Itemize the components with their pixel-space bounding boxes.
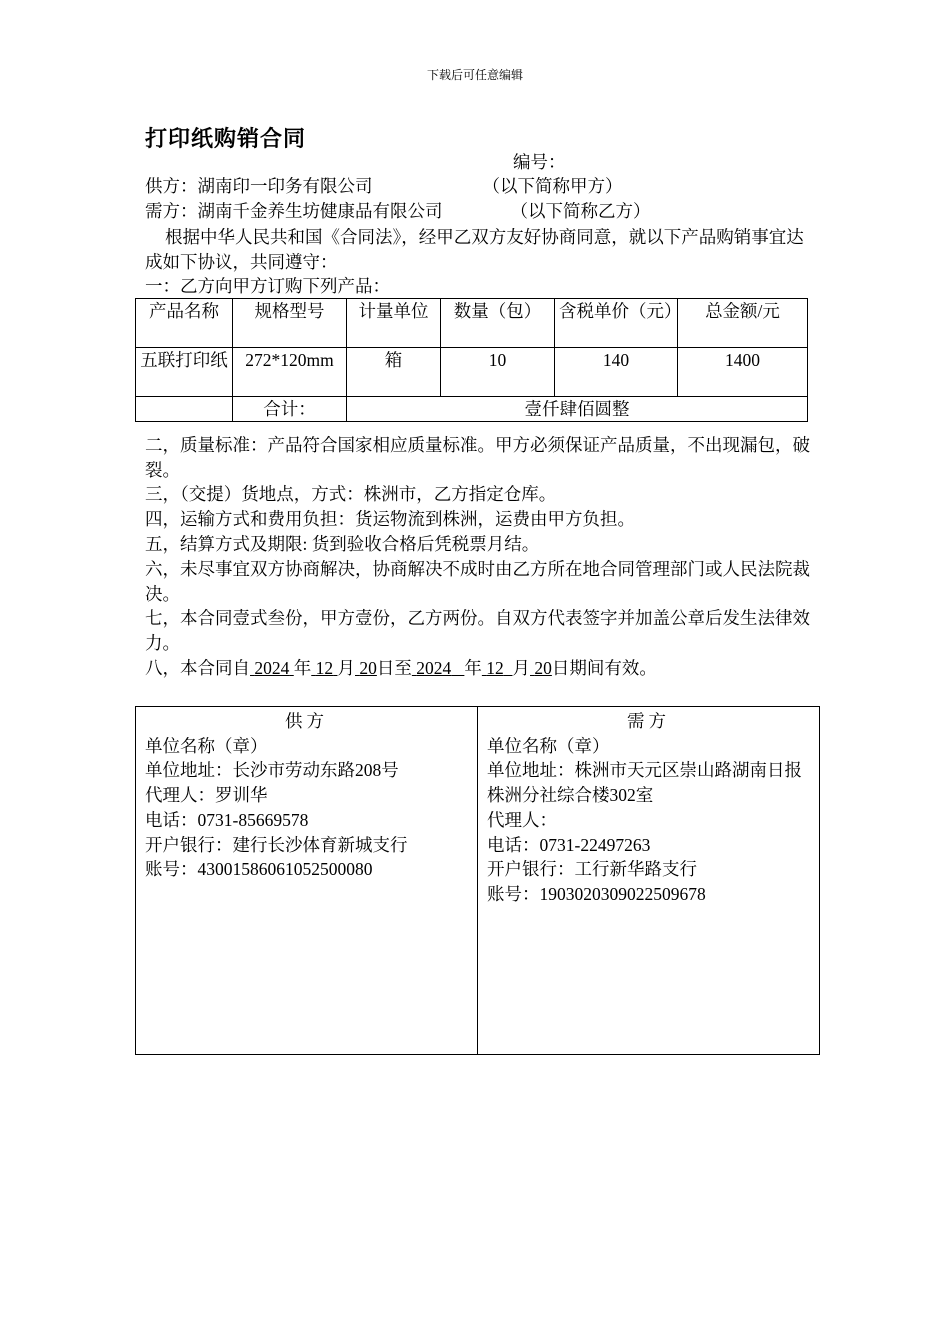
clause-8: 八，本合同自 2024 年 12 月 20日至 2024 年 12 月 20日期间有效。	[145, 658, 657, 678]
intro-paragraph: 根据中华人民共和国《合同法》，经甲乙双方友好协商同意，就以下产品购销事宜达成如下协议，共同遵守：	[145, 227, 804, 272]
clause-6: 六，未尽事宜双方协商解决，协商解决不成时由乙方所在地合同管理部门或人民法院裁决。	[145, 559, 810, 604]
start-year: 2024	[254, 658, 290, 678]
header-cell: 含税单价（元）	[555, 299, 678, 348]
table-cell: 272*120mm	[233, 348, 347, 397]
start-day: 20	[359, 658, 377, 678]
product-table	[135, 298, 808, 422]
buyer-panel	[478, 707, 820, 1055]
header-cell: 产品名称	[136, 299, 233, 348]
header-note: 下载后可任意编辑	[426, 68, 523, 82]
supplier-heading: 供方	[285, 711, 328, 731]
buyer-name: 需方：湖南千金养生坊健康品有限公司	[145, 201, 443, 221]
supplier-address: 单位地址：长沙市劳动东路208号	[145, 760, 399, 781]
table-total-row	[136, 397, 808, 422]
supplier-panel	[136, 707, 478, 1055]
table-header-row	[136, 299, 808, 348]
buyer-heading: 需方	[627, 711, 670, 731]
table-cell: 五联打印纸	[136, 348, 233, 397]
buyer-alias: （以下简称乙方）	[510, 201, 651, 221]
buyer-agent: 代理人：	[487, 809, 557, 830]
header-cell: 计量单位	[347, 299, 441, 348]
clause-1: 一：乙方向甲方订购下列产品：	[145, 276, 390, 296]
header-cell: 规格型号	[233, 299, 347, 348]
buyer-phone: 电话：0731-22497263	[487, 834, 651, 855]
parties-table	[135, 706, 820, 1055]
contract-number-label: 编号：	[513, 152, 566, 172]
supplier-name: 供方：湖南印一印务有限公司	[145, 176, 373, 196]
table-cell-empty	[136, 397, 233, 422]
header-cell: 数量（包）	[441, 299, 555, 348]
clause-8-prefix: 八，本合同自	[145, 658, 250, 678]
end-year: 2024	[416, 658, 452, 678]
supplier-bank: 开户银行：建行长沙体育新城支行	[145, 834, 408, 855]
clause-2: 二，质量标准：产品符合国家相应质量标准。甲方必须保证产品质量，不出现漏包，破裂。	[145, 435, 810, 480]
table-cell: 1400	[678, 348, 808, 397]
supplier-line	[145, 174, 623, 198]
table-cell: 140	[555, 348, 678, 397]
buyer-bank: 开户银行：工行新华路支行	[487, 859, 697, 880]
clause-4: 四，运输方式和费用负担：货运物流到株洲，运费由甲方负担。	[145, 509, 635, 529]
buyer-company-name: 单位名称（章）	[487, 735, 610, 756]
start-month: 12	[315, 658, 334, 678]
supplier-company-name: 单位名称（章）	[145, 735, 268, 756]
total-label: 合计：	[233, 397, 347, 422]
buyer-address: 单位地址：株洲市天元区崇山路湖南日报株洲分社综合楼302室	[487, 760, 802, 806]
document-title: 打印纸购销合同	[145, 127, 307, 152]
clause-7: 七，本合同壹式叁份，甲方壹份，乙方两份。自双方代表签字并加盖公章后发生法律效力。	[145, 608, 810, 653]
supplier-alias: （以下简称甲方）	[482, 176, 623, 196]
clause-5: 五，结算方式及期限: 货到验收合格后凭税票月结。	[145, 534, 540, 554]
end-day: 20	[534, 658, 552, 678]
clause-3: 三，（交提）货地点，方式：株洲市，乙方指定仓库。	[145, 484, 557, 504]
table-cell: 10	[441, 348, 555, 397]
buyer-line	[145, 199, 651, 223]
header-cell: 总金额/元	[678, 299, 808, 348]
buyer-account: 账号：1903020309022509678	[487, 883, 706, 904]
supplier-account: 账号：43001586061052500080	[145, 859, 373, 880]
supplier-agent: 代理人：罗训华	[145, 785, 268, 806]
table-row	[136, 348, 808, 397]
total-value: 壹仟肆佰圆整	[347, 397, 808, 422]
table-cell: 箱	[347, 348, 441, 397]
end-month: 12	[486, 658, 504, 678]
supplier-phone: 电话：0731-85669578	[145, 809, 309, 830]
